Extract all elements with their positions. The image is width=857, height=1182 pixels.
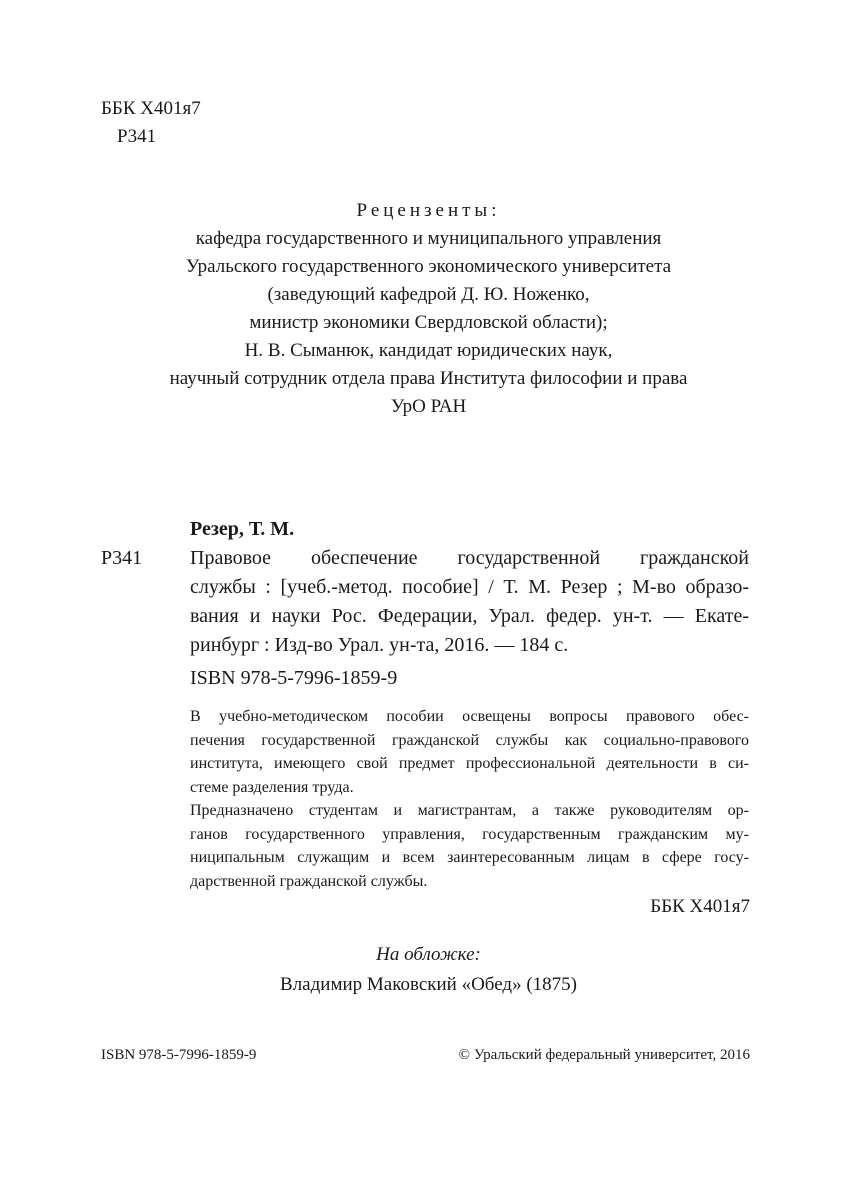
reviewer-line: министр экономики Свердловской области); — [249, 312, 608, 333]
author-mark: Р341 — [117, 126, 157, 147]
description-line: вания и науки Рос. Федерации, Урал. федер. ун-т. — Екате- — [190, 605, 749, 627]
reviewer-line: Н. В. Сыманюк, кандидат юридических наук, — [244, 340, 613, 361]
footer-copyright: © Уральский федеральный университет, 2016 — [458, 1047, 750, 1063]
description-line: ринбург : Изд-во Урал. ун-та, 2016. — 184 с. — [190, 634, 569, 656]
catalog-isbn: ISBN 978-5-7996-1859-9 — [190, 667, 398, 689]
classification-block — [101, 95, 201, 151]
reviewers-block — [100, 197, 757, 421]
description-line: Правовое обеспечение государственной гражданской — [190, 547, 749, 569]
bbk-code-bottom: ББК Х401я7 — [650, 896, 750, 917]
cover-label: На обложке: — [376, 944, 481, 965]
annotation-line: Предназначено студентам и магистрантам, а также руководителям ор- — [190, 802, 749, 819]
annotation-line: стеме разделения труда. — [190, 778, 354, 796]
reviewers-heading: Рецензенты: — [356, 200, 501, 221]
description-line: службы : [учеб.-метод. пособие] / Т. М. Резер ; М-во образо- — [190, 576, 749, 598]
bbk-code: ББК Х401я7 — [101, 98, 201, 119]
reviewer-line: УрО РАН — [390, 396, 467, 417]
annotation-line: института, имеющего свой предмет профессиональной деятельности в си- — [190, 755, 749, 772]
reviewer-line: (заведующий кафедрой Д. Ю. Ноженко, — [267, 284, 590, 305]
annotation-line: ниципальным служащим и всем заинтересованным лицам в сфере госу- — [190, 849, 749, 866]
annotation-line: печения государственной гражданской службы как социально-правового — [190, 731, 749, 749]
annotation-block — [190, 705, 749, 893]
catalog-code: Р341 — [101, 547, 143, 569]
annotation-line: дарственной гражданской службы. — [190, 872, 428, 890]
reviewer-line: научный сотрудник отдела права Института философии и права — [169, 368, 688, 389]
annotation-line: ганов государственного управления, государственным гражданским му- — [190, 825, 749, 843]
cover-text: Владимир Маковский «Обед» (1875) — [280, 974, 577, 995]
catalog-description — [190, 544, 749, 660]
annotation-line: В учебно-методическом пособии освещены вопросы правового обес- — [190, 708, 749, 725]
reviewer-line: кафедра государственного и муниципального управления — [195, 228, 662, 249]
reviewer-line: Уральского государственного экономического университета — [185, 256, 672, 277]
catalog-author: Резер, Т. М. — [190, 518, 295, 540]
footer-isbn: ISBN 978-5-7996-1859-9 — [101, 1047, 257, 1063]
